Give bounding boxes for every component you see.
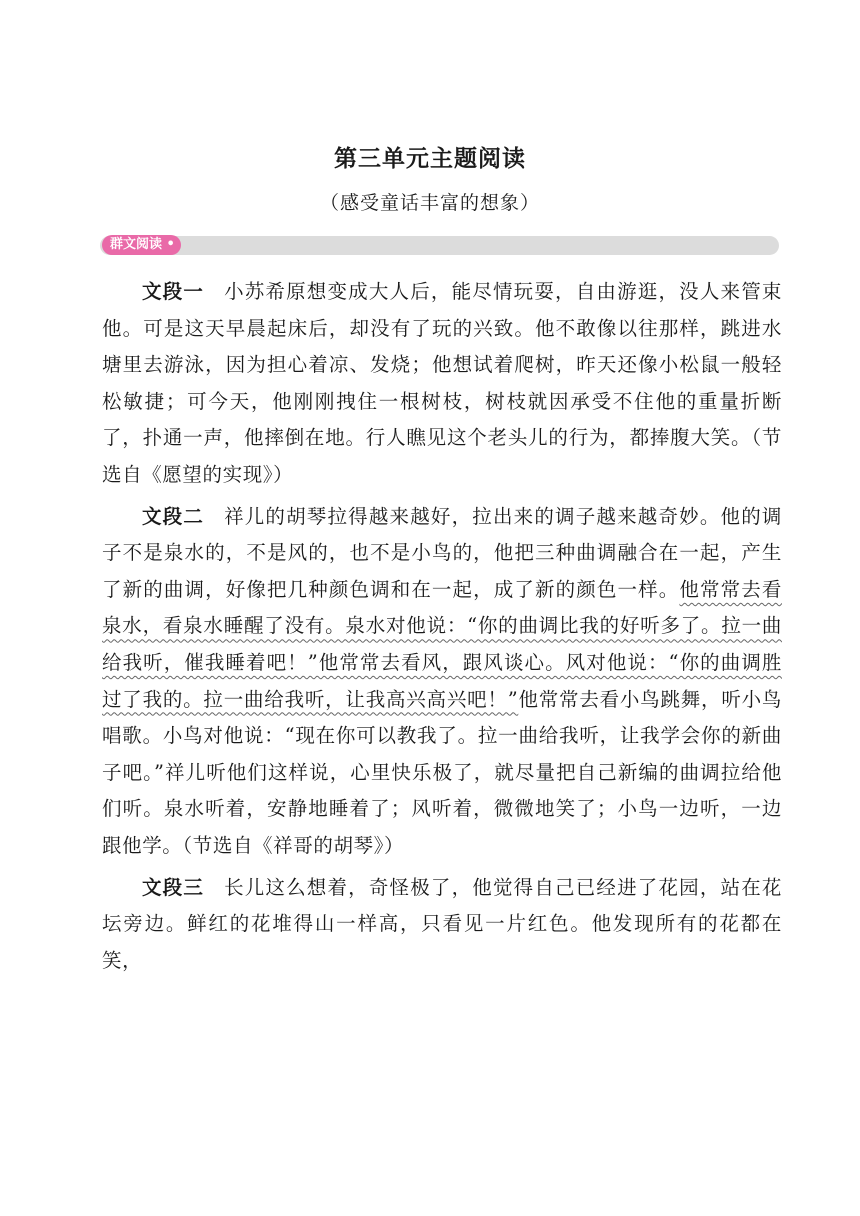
section-tag: 群文阅读 • xyxy=(102,235,181,255)
passage-1 xyxy=(102,274,782,494)
passage-2 xyxy=(102,499,782,865)
section-header-bar xyxy=(100,236,779,255)
page-title: 第三单元主题阅读 xyxy=(334,146,526,172)
passage-text: 小苏希原想变成大人后，能尽情玩耍，自由游逛，没人来管束他。可是这天早晨起床后，却没有了玩的兴致。他不敢像以往那样，跳进水塘里去游泳，因为担心着凉、发烧；他想试着爬树，昨天还像小松鼠一般轻松敏捷；可今天，他刚刚拽住一根树枝，树枝就因承受不住他的重量折断了，扑通一声，他摔倒在地。行人瞧见这个老头儿的行为，都捧腹大笑。（节选自《愿望的实现》） xyxy=(102,280,782,486)
passage-label: 文段一 xyxy=(142,280,205,303)
page-subtitle: （感受童话丰富的想象） xyxy=(319,192,540,214)
passage-text: 他常常去看小鸟跳舞，听小鸟唱歌。小鸟对他说：“现在你可以教我了。拉一曲给我听，让我学会你的新曲子吧。”祥儿听他们这样说，心里快乐极了，就尽量把自己新编的曲调拉给他们听。泉水听着，安静地睡着了；风听着，微微地笑了；小鸟一边听，一边跟他学。（节选自《祥哥的胡琴》） xyxy=(102,687,782,857)
passage-label: 文段二 xyxy=(142,504,205,528)
passage-label: 文段三 xyxy=(142,875,205,899)
passage-text: 长儿这么想着，奇怪极了，他觉得自己已经进了花园，站在花坛旁边。鲜红的花堆得山一样高，只看见一片红色。他发现所有的花都在笑， xyxy=(102,875,782,972)
passage-3 xyxy=(102,870,782,980)
passage-text: 祥儿的胡琴拉得越来越好，拉出来的调子越来越奇妙。他的调子不是泉水的，不是风的，也不是小鸟的，他把三种曲调融合在一起，产生了新的曲调，好像把几种颜色调和在一起，成了新的颜色一样。 xyxy=(102,504,782,601)
wavy-underlined-text: 他常常去看泉水，看泉水睡醒了没有。泉水对他说：“你的曲调比我的好听多了。拉一曲给我听，催我睡着吧！”他常常去看风，跟风谈心。风对他说：“你的曲调胜过了我的。拉一曲给我听，让我高兴高兴吧！” xyxy=(102,577,782,711)
reading-passages xyxy=(102,274,782,984)
